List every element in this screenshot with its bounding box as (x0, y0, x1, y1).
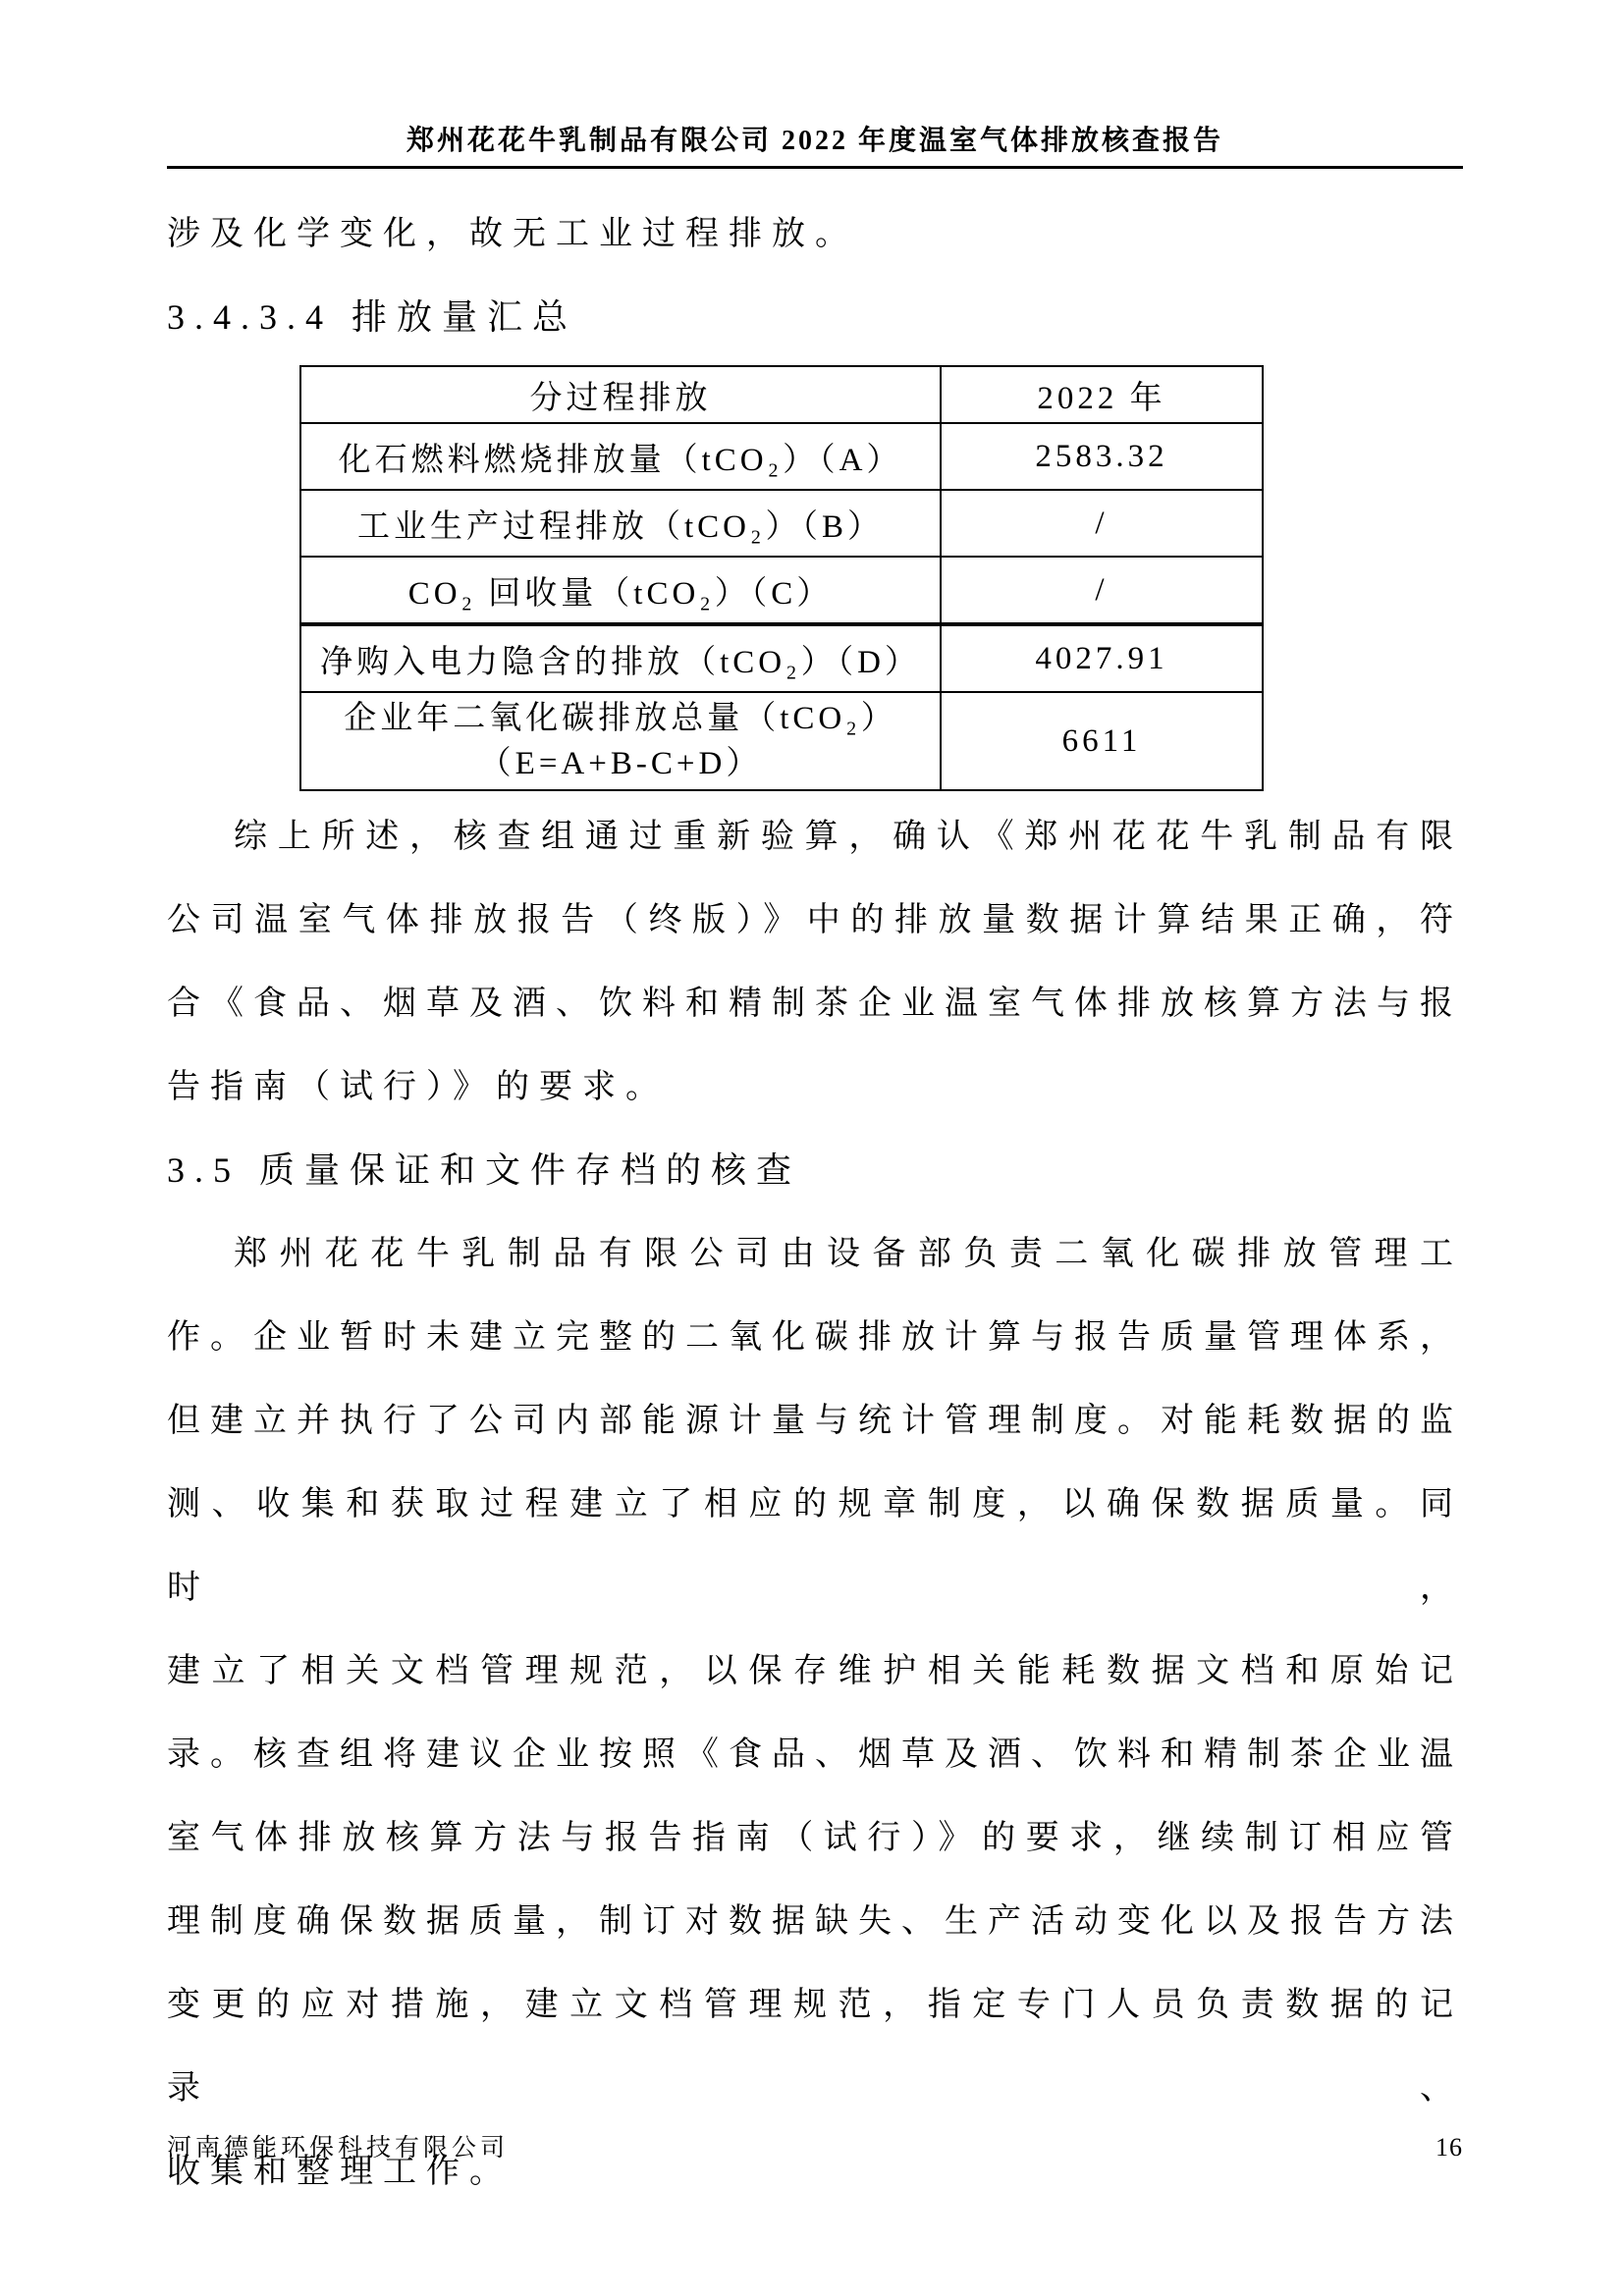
paragraph-line: 告指南（试行）》的要求。 (167, 1069, 669, 1105)
footer-page-number: 16 (1435, 2133, 1463, 2162)
table-cell-value: / (941, 557, 1263, 624)
emission-summary-table (299, 365, 1264, 791)
section-heading-qa: 3.5 质量保证和文件存档的核查 (167, 1150, 802, 1190)
table-row (300, 624, 1263, 692)
paragraph-summary (167, 795, 1463, 1129)
header-title: 郑州花花牛乳制品有限公司 2022 年度温室气体排放核查报告 (406, 126, 1223, 156)
table-cell-label-line: （E=A+B-C+D） (478, 746, 763, 781)
table-cell-label: 净购入电力隐含的排放（tCO₂）（D） (300, 624, 941, 692)
paragraph-line: 郑州花花牛乳制品有限公司由设备部负责二氧化碳排放管理工 (234, 1236, 1463, 1272)
header-divider-line (167, 166, 1463, 169)
table-cell-label-line: 企业年二氧化碳排放总量（tCO₂） (344, 701, 897, 736)
paragraph-line: 但建立并执行了公司内部能源计量与统计管理制度。对能耗数据的监 (167, 1403, 1463, 1439)
table-cell-label: 化石燃料燃烧排放量（tCO₂）（A） (300, 423, 941, 490)
paragraph-line: 室气体排放核算方法与报告指南（试行）》的要求，继续制订相应管 (167, 1820, 1463, 1856)
table-cell-label (300, 692, 941, 790)
paragraph-qa (167, 1212, 1463, 2214)
paragraph-line: 合《食品、烟草及酒、饮料和精制茶企业温室气体排放核算方法与报 (167, 986, 1463, 1022)
document-body (167, 192, 1463, 2214)
paragraph-line: 公司温室气体排放报告（终版）》中的排放量数据计算结果正确，符 (167, 902, 1463, 938)
paragraph-line: 测、收集和获取过程建立了相应的规章制度，以确保数据质量。同时， (167, 1486, 1463, 1606)
page-header (167, 122, 1463, 169)
table-row (300, 490, 1263, 557)
table-cell-value: / (941, 490, 1263, 557)
table-cell-label: CO₂ 回收量（tCO₂）（C） (300, 557, 941, 624)
footer-company-name: 河南德能环保科技有限公司 (167, 2135, 510, 2162)
paragraph-line: 作。企业暂时未建立完整的二氧化碳排放计算与报告质量管理体系， (167, 1319, 1463, 1356)
table-col-header-process: 分过程排放 (300, 366, 941, 423)
table-row-total (300, 692, 1263, 790)
table-header-row (300, 366, 1263, 423)
table-cell-value: 2583.32 (941, 423, 1263, 490)
paragraph-line: 录。核查组将建议企业按照《食品、烟草及酒、饮料和精制茶企业温 (167, 1736, 1463, 1773)
paragraph-line: 综上所述，核查组通过重新验算，确认《郑州花花牛乳制品有限 (234, 819, 1463, 855)
paragraph-intro (167, 192, 1463, 276)
page-footer (167, 2128, 1463, 2163)
table-cell-total-value: 6611 (941, 692, 1263, 790)
paragraph-line: 收集和整理工作。 (167, 2154, 513, 2190)
paragraph-line: 理制度确保数据质量，制订对数据缺失、生产活动变化以及报告方法 (167, 1903, 1463, 1940)
table-cell-value: 4027.91 (941, 624, 1263, 692)
table-cell-label: 工业生产过程排放（tCO₂）（B） (300, 490, 941, 557)
table-row (300, 557, 1263, 624)
paragraph-line: 变更的应对措施，建立文档管理规范，指定专门人员负责数据的记录、 (167, 1987, 1463, 2107)
paragraph-line: 涉及化学变化，故无工业过程排放。 (167, 216, 858, 252)
paragraph-line: 建立了相关文档管理规范，以保存维护相关能耗数据文档和原始记 (167, 1653, 1463, 1689)
section-heading-emission-summary: 3.4.3.4 排放量汇总 (167, 297, 578, 337)
table-row (300, 423, 1263, 490)
table-col-header-year: 2022 年 (941, 366, 1263, 423)
